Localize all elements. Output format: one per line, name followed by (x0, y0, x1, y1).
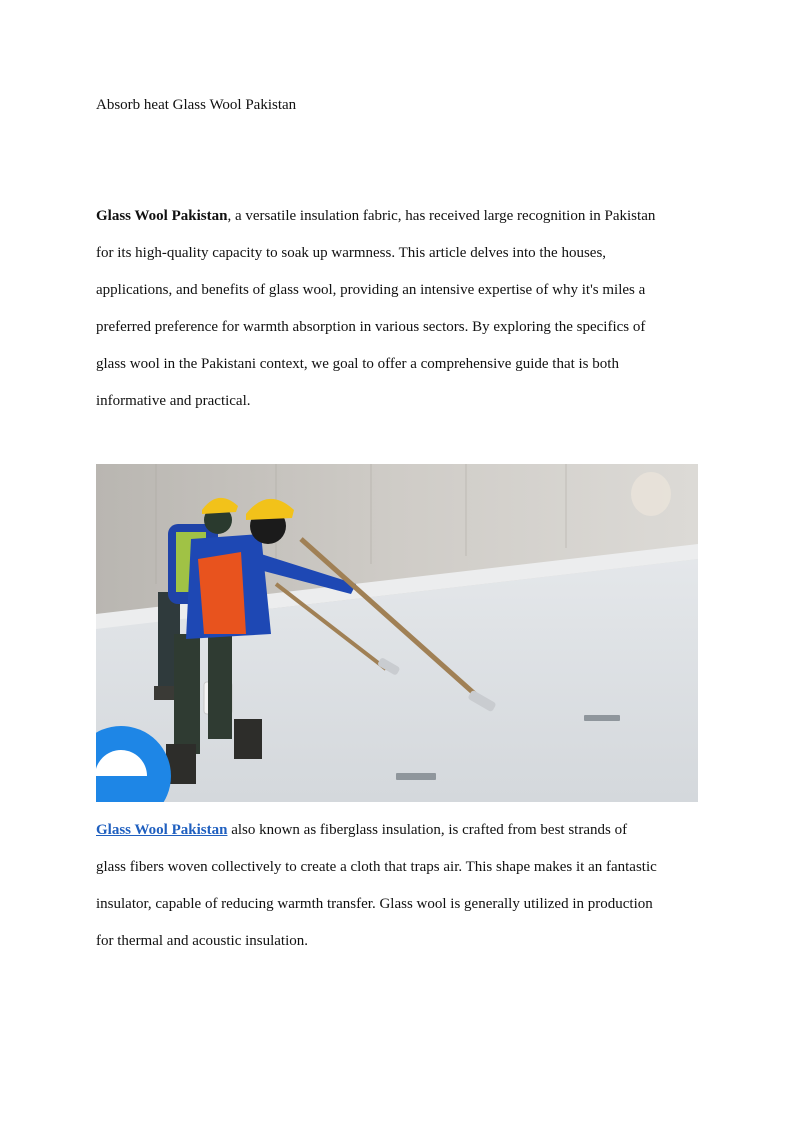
paragraph-line: glass fibers woven collectively to create a cloth that traps air. This shape makes it an fantastic (96, 859, 657, 875)
paragraph-line (96, 206, 700, 243)
document-title: Absorb heat Glass Wool Pakistan (96, 97, 297, 113)
paragraph-line: applications, and benefits of glass wool, providing an intensive expertise of why it's miles a (96, 282, 646, 298)
paragraph-line: preferred preference for warmth absorption in various sectors. By exploring the specifics of (96, 319, 646, 335)
paragraph-line (96, 820, 700, 857)
paragraph-text: , a versatile insulation fabric, has received large recognition in Pakistan (227, 208, 656, 224)
paragraph-line: for its high-quality capacity to soak up warmness. This article delves into the houses, (96, 245, 607, 261)
glass-wool-link[interactable]: Glass Wool Pakistan (96, 822, 228, 838)
paragraph-line: for thermal and acoustic insulation. (96, 933, 309, 949)
intro-paragraph (96, 206, 700, 428)
definition-paragraph (96, 820, 700, 968)
bold-lead-text: Glass Wool Pakistan (96, 208, 228, 224)
paragraph-line: glass wool in the Pakistani context, we goal to offer a comprehensive guide that is both (96, 356, 619, 372)
workers-coating-roof-photo (96, 464, 698, 802)
paragraph-line: insulator, capable of reducing warmth transfer. Glass wool is generally utilized in production (96, 896, 653, 912)
paragraph-line: informative and practical. (96, 393, 251, 409)
paragraph-text: also known as fiberglass insulation, is crafted from best strands of (227, 822, 628, 838)
